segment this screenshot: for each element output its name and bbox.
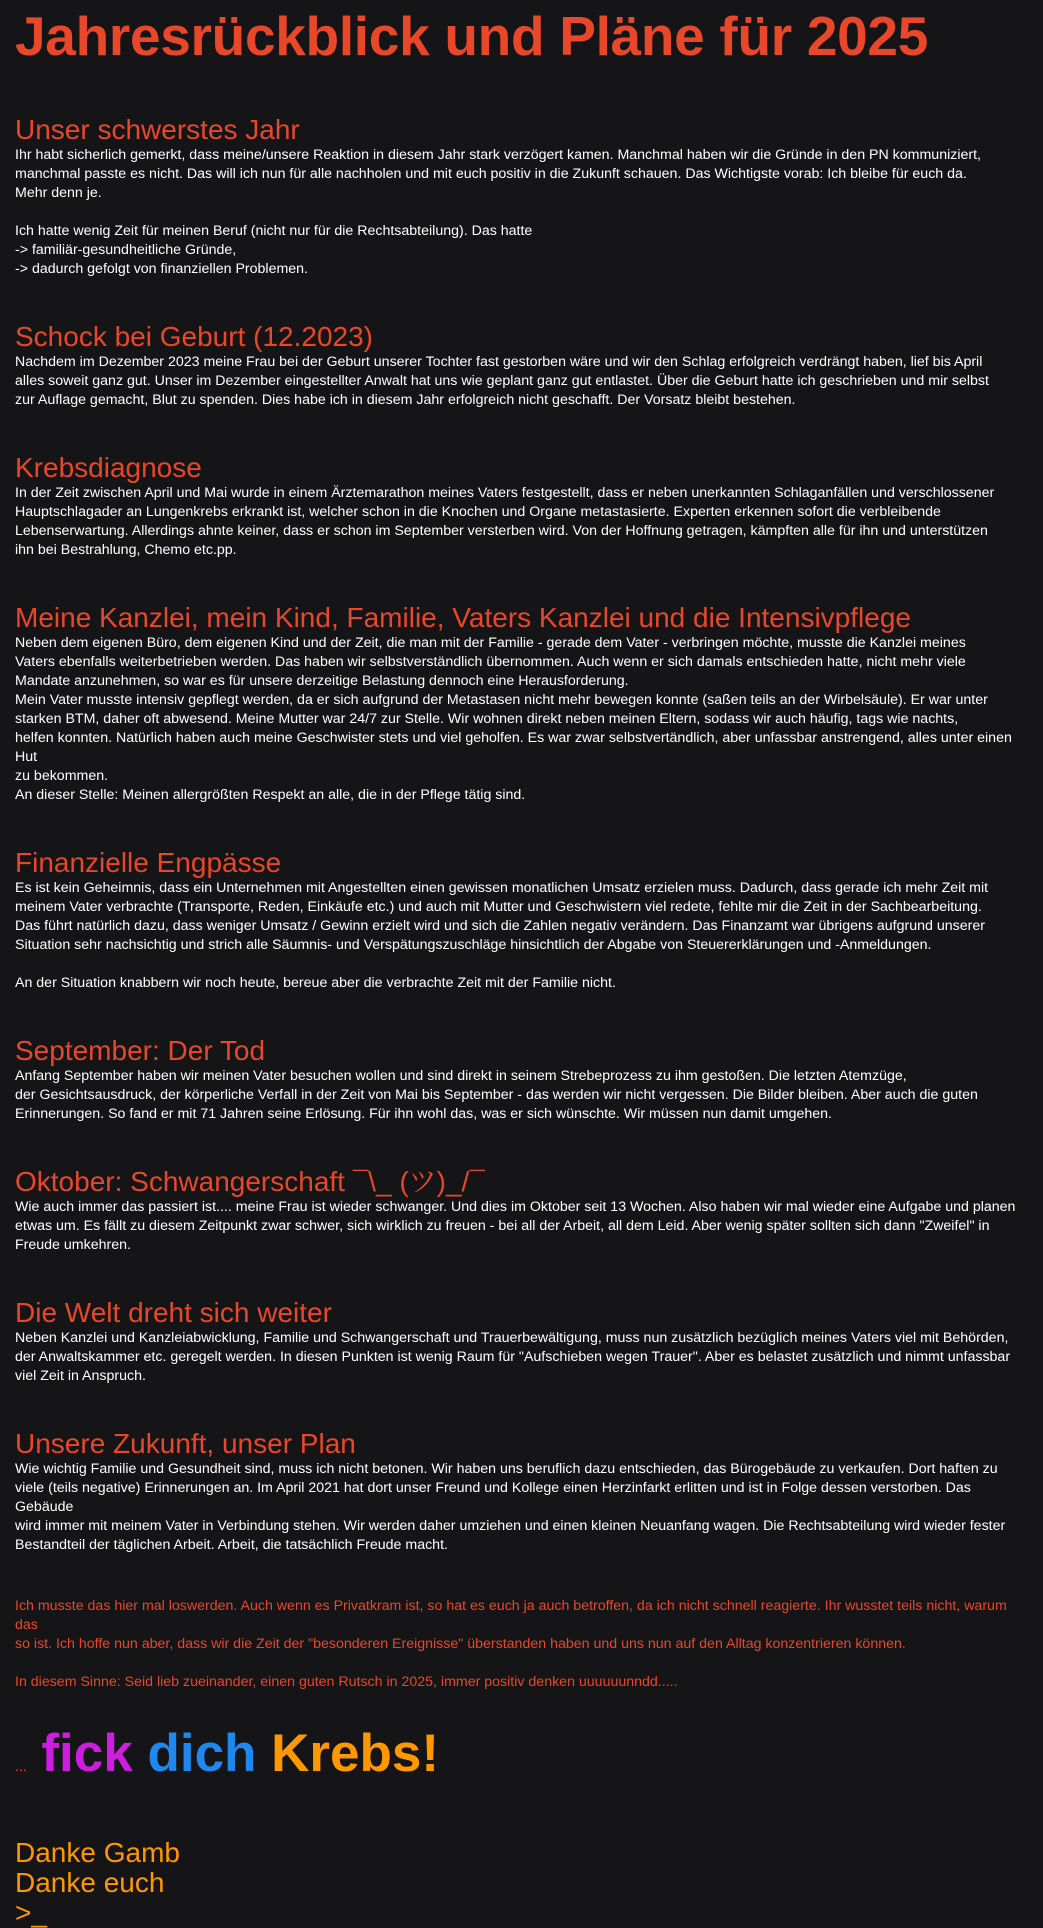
section-heading: September: Der Tod bbox=[15, 1035, 266, 1066]
section-heading: Unser schwerstes Jahr bbox=[15, 114, 300, 145]
slogan bbox=[15, 1722, 1028, 1798]
closing-paragraph: In diesem Sinne: Seid lieb zueinander, einen guten Rutsch in 2025, immer positiv denken uuuuuunndd..... bbox=[15, 1674, 678, 1690]
slogan-word-1: fick bbox=[41, 1724, 133, 1783]
section-paragraph: Neben dem eigenen Büro, dem eigenen Kind und der Zeit, die man mit der Familie - gerade dem Vater - verbringen möchte, musste die Kanzlei meines Vaters ebenfalls weiterbetrieben werden. Das haben wir selbstverständlich übernommen. Auch wenn er sich damals entschieden hatte, nicht mehr viele Mandate anzunehmen, so war es für unsere derzeitige Belastung dennoch eine Herausforderung. Mein Vater musste intensiv gepflegt werden, da er sich aufgrund der Metastasen nicht mehr bewegen konnte (saßen teils an der Wirbelsäule). Er war unter starken BTM, daher oft abwesend. Meine Mutter war 24/7 zur Stelle. Wir wohnen direkt neben meinen Eltern, sodass wir auch häufig, tags wie nachts, helfen konnten. Natürlich haben auch meine Geschwister stets und viel geholfen. Es war zwar selbstvertändlich, aber unfassbar anstrengend, alles unter einen Hut zu bekommen. An dieser Stelle: Meinen allergrößten Respekt an alle, die in der Pflege tätig sind. bbox=[15, 635, 1012, 803]
section bbox=[15, 1035, 1028, 1124]
section-heading: Schock bei Geburt (12.2023) bbox=[15, 321, 373, 352]
section-heading: Finanzielle Engpässe bbox=[15, 847, 282, 878]
slogan-word-2: dich bbox=[147, 1724, 257, 1783]
section bbox=[15, 1166, 1028, 1255]
section bbox=[15, 321, 1028, 410]
section-paragraph: An der Situation knabbern wir noch heute, bereue aber die verbrachte Zeit mit der Familie nicht. bbox=[15, 975, 616, 991]
section-paragraph: Wie wichtig Familie und Gesundheit sind, muss ich nicht betonen. Wir haben uns beruflich dazu entschieden, das Bürogebäude zu verkaufen. Dort haften zu viele (teils negative) Erinnerungen an. Im April 2021 hat dort unser Freund und Kollege einen Herzinfarkt erlitten und ist in Folge dessen verstorben. Das Gebäude wird immer mit meinem Vater in Verbindung stehen. Wir werden daher umziehen und einen kleinen Neuanfang wagen. Die Rechtsabteilung wird wieder fester Bestandteil der täglichen Arbeit. Arbeit, die tatsächlich Freude macht. bbox=[15, 1461, 1006, 1553]
cursor-prompt: >_ bbox=[15, 1897, 47, 1928]
section-paragraph: Anfang September haben wir meinen Vater besuchen wollen und sind direkt in seinem Strebeprozess zu ihm gestoßen. Die letzten Atemzüge, der Gesichtsausdruck, der körperliche Verfall in der Zeit von Mai bis September - das werden wir nicht vergessen. Die Bilder bleiben. Aber auch die guten Erinnerungen. So fand er mit 71 Jahren seine Erlösung. Für ihn wohl das, was er sich wünschte. Wir müssen nun damit umgehen. bbox=[15, 1068, 978, 1122]
page-title: Jahresrückblick und Pläne für 2025 bbox=[15, 5, 928, 67]
section-heading: Krebsdiagnose bbox=[15, 452, 202, 483]
section bbox=[15, 452, 1028, 560]
thanks-block bbox=[15, 1838, 1028, 1928]
thanks-line: Danke euch bbox=[15, 1867, 165, 1898]
section-heading: Oktober: Schwangerschaft ¯\_ (ツ)_/¯ bbox=[15, 1166, 485, 1197]
slogan-word-3: Krebs! bbox=[271, 1724, 440, 1783]
section-paragraph: Neben Kanzlei und Kanzleiabwicklung, Familie und Schwangerschaft und Trauerbewältigung, muss nun zusätzlich bezüglich meines Vaters viel mit Behörden, der Anwaltskammer etc. geregelt werden. In diesen Punkten ist wenig Raum für "Aufschieben wegen Trauer". Aber es belastet zusätzlich und nimmt unfassbar viel Zeit in Anspruch. bbox=[15, 1330, 1011, 1384]
section bbox=[15, 602, 1028, 805]
section-heading: Unsere Zukunft, unser Plan bbox=[15, 1428, 356, 1459]
section-paragraph: Wie auch immer das passiert ist.... meine Frau ist wieder schwanger. Und dies im Oktober seit 13 Wochen. Also haben wir mal wieder eine Aufgabe und planen etwas um. Es fällt zu diesem Zeitpunkt zwar schwer, sich wirklich zu freuen - bei all der Arbeit, all dem Leid. Aber wenig später sollten sich dann "Zweifel" in Freude umkehren. bbox=[15, 1199, 1016, 1253]
closing-block bbox=[15, 1597, 1028, 1692]
section-paragraph: Es ist kein Geheimnis, dass ein Unternehmen mit Angestellten einen gewissen monatlichen Umsatz erzielen muss. Dadurch, dass gerade ich mehr Zeit mit meinem Vater verbrachte (Transporte, Reden, Einkäufe etc.) und auch mit Mutter und Geschwistern viel redete, fehlte mir die Zeit in der Sachbearbeitung. Das führt natürlich dazu, dass weniger Umsatz / Gewinn erzielt wird und sich die Zahlen negativ verändern. Das Finanzamt war übrigens aufgrund unserer Situation sehr nachsichtig und strich alle Säumnis- und Verspätungszuschläge hinsichtlich der Abgabe von Steuererklärungen und -Anmeldungen. bbox=[15, 880, 989, 953]
section-paragraph: Nachdem im Dezember 2023 meine Frau bei der Geburt unserer Tochter fast gestorben wäre und wir den Schlag erfolgreich verdrängt haben, lief bis April alles soweit ganz gut. Unser im Dezember eingestellter Anwalt hat uns wie geplant ganz gut entlastet. Über die Geburt hatte ich geschrieben und mir selbst zur Auflage gemacht, Blut zu spenden. Dies habe ich in diesem Jahr erfolgreich nicht geschafft. Der Vorsatz bleibt bestehen. bbox=[15, 354, 989, 408]
section bbox=[15, 1428, 1028, 1555]
section-paragraph: In der Zeit zwischen April und Mai wurde in einem Ärztemarathon meines Vaters festgestellt, dass er neben unerkannten Schlaganfällen und verschlossener Hauptschlagader an Lungenkrebs erkrankt ist, welcher schon in die Knochen und Organe metastasierte. Experten erkennen sofort die verbleibende Lebenserwartung. Allerdings ahnte keiner, dass er schon im September versterben wird. Von der Hoffnung getragen, kämpften alle für ihn und unterstützen ihn bei Bestrahlung, Chemo etc.pp. bbox=[15, 485, 995, 558]
section bbox=[15, 1297, 1028, 1386]
section-paragraph: Ich hatte wenig Zeit für meinen Beruf (nicht nur für die Rechtsabteilung). Das hatte -> familiär-gesundheitliche Gründe, -> dadurch gefolgt von finanziellen Problemen. bbox=[15, 223, 533, 277]
section-paragraph: Ihr habt sicherlich gemerkt, dass meine/unsere Reaktion in diesem Jahr stark verzögert kamen. Manchmal haben wir die Gründe in den PN kommuniziert, manchmal passte es nicht. Das will ich nun für alle nachholen und mit euch positiv in die Zukunft schauen. Das Wichtigste vorab: Ich bleibe für euch da. Mehr denn je. bbox=[15, 147, 981, 201]
section-heading: Meine Kanzlei, mein Kind, Familie, Vaters Kanzlei und die Intensivpflege bbox=[15, 602, 911, 633]
section-heading: Die Welt dreht sich weiter bbox=[15, 1297, 332, 1328]
thanks-line: Danke Gamb bbox=[15, 1837, 180, 1868]
section bbox=[15, 114, 1028, 279]
slogan-prefix: ... bbox=[15, 1758, 27, 1774]
section bbox=[15, 847, 1028, 993]
closing-paragraph: Ich musste das hier mal loswerden. Auch wenn es Privatkram ist, so hat es euch ja auch betroffen, da ich nicht schnell reagierte. Ihr wusstet teils nicht, warum das so ist. Ich hoffe nun aber, dass wir die Zeit der "besonderen Ereignisse" überstanden haben und uns nun auf den Alltag konzentrieren können. bbox=[15, 1598, 1007, 1652]
sections bbox=[15, 114, 1028, 1555]
